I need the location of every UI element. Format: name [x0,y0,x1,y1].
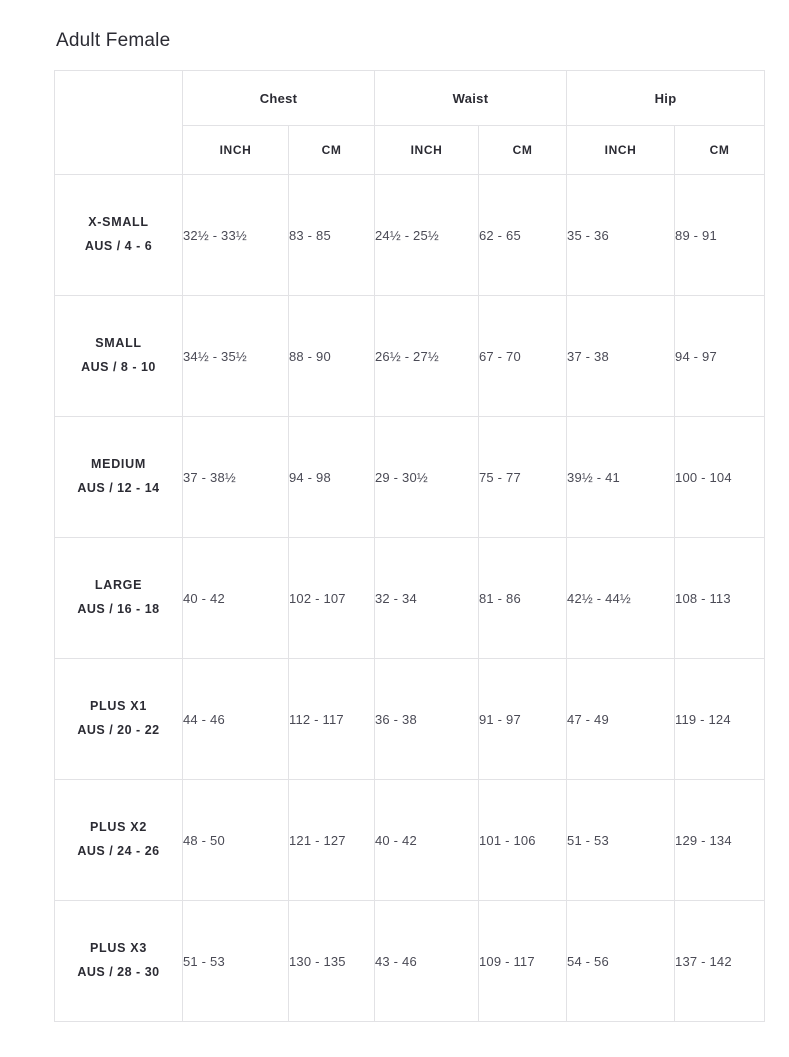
cell-chest-cm: 130 - 135 [289,901,375,1022]
cell-hip-cm: 137 - 142 [675,901,765,1022]
unit-header-hip-inch: INCH [567,126,675,175]
cell-hip-inch: 35 - 36 [567,175,675,296]
group-header-waist: Waist [375,71,567,126]
unit-header-waist-cm: CM [479,126,567,175]
cell-waist-cm: 109 - 117 [479,901,567,1022]
cell-chest-cm: 88 - 90 [289,296,375,417]
size-name: X-SMALL [88,215,149,230]
table-row [55,417,765,538]
cell-waist-inch: 29 - 30½ [375,417,479,538]
group-header-row [55,71,765,126]
cell-chest-cm: 94 - 98 [289,417,375,538]
cell-chest-cm: 112 - 117 [289,659,375,780]
cell-hip-inch: 37 - 38 [567,296,675,417]
size-name: PLUS X1 [90,699,147,714]
size-aus: AUS / 20 - 22 [77,723,160,737]
table-row [55,659,765,780]
cell-hip-cm: 129 - 134 [675,780,765,901]
cell-hip-cm: 119 - 124 [675,659,765,780]
table-row [55,175,765,296]
size-aus: AUS / 16 - 18 [77,602,160,616]
cell-chest-inch: 37 - 38½ [183,417,289,538]
row-label-medium [55,417,183,538]
size-name: PLUS X3 [90,941,147,956]
cell-chest-inch: 51 - 53 [183,901,289,1022]
size-name: LARGE [94,578,143,593]
cell-waist-cm: 101 - 106 [479,780,567,901]
unit-header-waist-inch: INCH [375,126,479,175]
cell-hip-inch: 54 - 56 [567,901,675,1022]
unit-header-hip-cm: CM [675,126,765,175]
cell-waist-cm: 91 - 97 [479,659,567,780]
row-label-xsmall [55,175,183,296]
table-body [55,175,765,1022]
cell-chest-cm: 83 - 85 [289,175,375,296]
cell-hip-cm: 89 - 91 [675,175,765,296]
size-name: PLUS X2 [90,820,147,835]
row-label-plus-x3 [55,901,183,1022]
cell-chest-cm: 121 - 127 [289,780,375,901]
cell-hip-inch: 39½ - 41 [567,417,675,538]
unit-header-chest-inch: INCH [183,126,289,175]
group-header-chest: Chest [183,71,375,126]
cell-chest-cm: 102 - 107 [289,538,375,659]
row-label-large [55,538,183,659]
cell-waist-cm: 67 - 70 [479,296,567,417]
size-aus: AUS / 12 - 14 [77,481,160,495]
cell-waist-inch: 40 - 42 [375,780,479,901]
cell-waist-cm: 81 - 86 [479,538,567,659]
size-name: SMALL [95,336,142,351]
size-aus: AUS / 24 - 26 [77,844,160,858]
cell-chest-inch: 32½ - 33½ [183,175,289,296]
cell-waist-inch: 26½ - 27½ [375,296,479,417]
cell-chest-inch: 40 - 42 [183,538,289,659]
cell-waist-cm: 75 - 77 [479,417,567,538]
table-row [55,780,765,901]
group-header-hip: Hip [567,71,765,126]
cell-hip-inch: 47 - 49 [567,659,675,780]
cell-chest-inch: 44 - 46 [183,659,289,780]
row-label-small [55,296,183,417]
size-aus: AUS / 8 - 10 [81,360,156,374]
cell-hip-inch: 51 - 53 [567,780,675,901]
cell-hip-cm: 100 - 104 [675,417,765,538]
table-header [55,71,765,175]
unit-header-chest-cm: CM [289,126,375,175]
size-name: MEDIUM [91,457,146,472]
row-label-plus-x2 [55,780,183,901]
table-row [55,538,765,659]
cell-waist-inch: 32 - 34 [375,538,479,659]
size-aus: AUS / 28 - 30 [77,965,160,979]
table-row [55,296,765,417]
size-chart-table [54,70,765,1022]
page-title: Adult Female [56,30,171,51]
cell-waist-inch: 36 - 38 [375,659,479,780]
row-label-plus-x1 [55,659,183,780]
cell-chest-inch: 34½ - 35½ [183,296,289,417]
size-aus: AUS / 4 - 6 [84,239,153,253]
cell-hip-inch: 42½ - 44½ [567,538,675,659]
cell-waist-cm: 62 - 65 [479,175,567,296]
header-corner-cell [55,71,183,175]
cell-waist-inch: 43 - 46 [375,901,479,1022]
cell-hip-cm: 108 - 113 [675,538,765,659]
table-row [55,901,765,1022]
cell-waist-inch: 24½ - 25½ [375,175,479,296]
cell-hip-cm: 94 - 97 [675,296,765,417]
cell-chest-inch: 48 - 50 [183,780,289,901]
